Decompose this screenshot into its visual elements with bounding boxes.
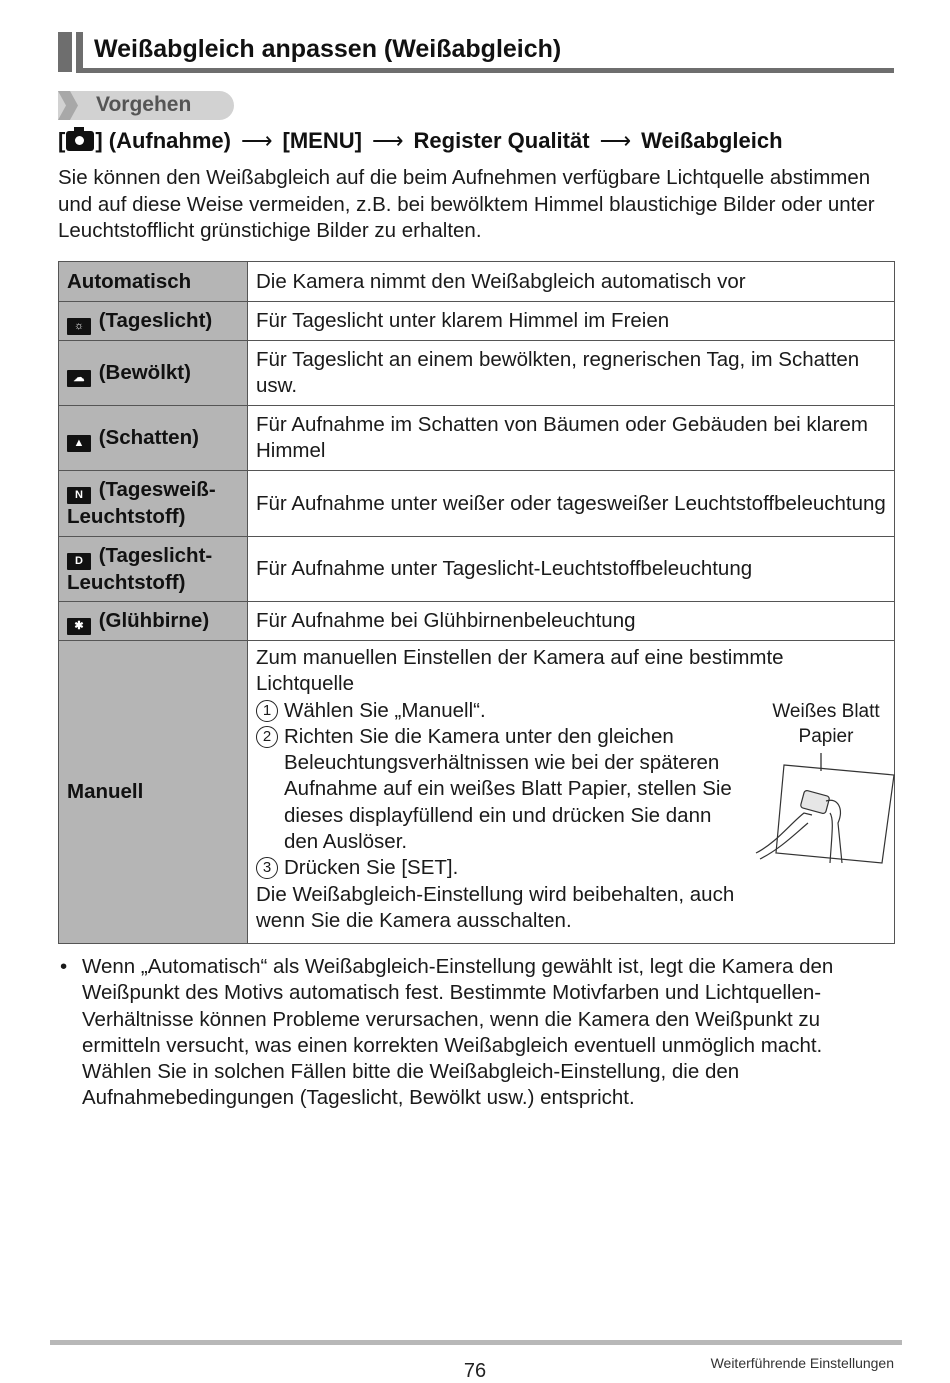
figure-label: Weißes Blatt Papier <box>772 701 880 747</box>
step-number: 1 <box>256 700 278 722</box>
row-key <box>59 602 248 641</box>
white-paper-illustration <box>746 753 896 865</box>
row-key: Automatisch <box>59 262 248 302</box>
row-value: Für Aufnahme bei Glühbirnenbeleuchtung <box>248 602 895 641</box>
manual-step <box>256 698 736 724</box>
path-register: Register Qualität <box>413 128 590 153</box>
badge-arrow-icon <box>58 91 78 120</box>
manual-outro: Die Weißabgleich-Einstellung wird beibehalten, auch wenn Sie die Kamera ausschalten. <box>256 882 735 932</box>
row-key <box>59 471 248 537</box>
table-row <box>59 262 895 302</box>
fluorescent-d-icon: D <box>67 553 91 570</box>
row-value: Für Tageslicht unter klarem Himmel im Freien <box>248 302 895 341</box>
bullet-dot: • <box>60 955 68 978</box>
daylight-icon: ☼ <box>67 318 91 335</box>
row-value: Für Tageslicht an einem bewölkten, regnerischen Tag, im Schatten usw. <box>248 341 895 406</box>
cloudy-icon: ☁ <box>67 370 91 387</box>
manual-intro: Zum manuellen Einstellen der Kamera auf eine bestimmte Lichtquelle <box>256 646 784 696</box>
row-value: Die Kamera nimmt den Weißabgleich automatisch vor <box>248 262 895 302</box>
path-aufnahme: ] (Aufnahme) <box>95 128 231 153</box>
manual-text <box>256 645 784 934</box>
row-key <box>59 537 248 602</box>
fluorescent-n-icon: N <box>67 487 91 504</box>
table-row <box>59 602 895 641</box>
camera-icon <box>66 131 94 151</box>
arrow-right-icon: ⟶ <box>371 128 404 153</box>
arrow-right-icon: ⟶ <box>599 128 632 153</box>
row-key-label: (Bewölkt) <box>93 360 191 384</box>
section-title-bar <box>58 32 894 74</box>
step-text: Richten Sie die Kamera unter den gleichen Beleuchtungsverhältnissen wie bei der späteren Aufnahme auf ein weißes Blatt Papier, stellen Sie dieses displayfüllend ein und drücken Sie dann den Auslöser. <box>284 724 732 854</box>
menu-path <box>58 128 783 154</box>
row-key: Manuell <box>59 641 248 944</box>
table-row <box>59 471 895 537</box>
vorgehen-badge <box>58 91 234 120</box>
path-bracket-open: [ <box>58 128 66 153</box>
path-end: Weißabgleich <box>641 128 783 153</box>
path-menu: [MENU] <box>282 128 362 153</box>
row-value: Für Aufnahme im Schatten von Bäumen oder Gebäuden bei klarem Himmel <box>248 406 895 471</box>
bulb-icon: ✱ <box>67 618 91 635</box>
row-key-label: (Glühbirne) <box>93 608 210 632</box>
manual-step <box>256 724 736 855</box>
footer-section: Weiterführende Einstellungen <box>710 1355 894 1371</box>
table-row <box>59 302 895 341</box>
table-row <box>59 406 895 471</box>
row-key-label: (Tageslicht) <box>93 308 213 332</box>
table-row <box>59 537 895 602</box>
note-text: Wenn „Automatisch“ als Weißabgleich-Einstellung gewählt ist, legt die Kamera den Weißpunkt des Motivs automatisch fest. Bestimmte Motivfarben und Lichtquellen-Verhältnisse können Probleme verursachen, wenn die Kamera den Weißpunkt zu ermitteln versucht, was einen korrekten Weißabgleich eventuell unmöglich macht. Wählen Sie in solchen Fällen bitte die Weißabgleich-Einstellung, die den Aufnahmebedingungen (Tageslicht, Bewölkt usw.) entspricht. <box>82 955 834 1110</box>
title-underline <box>76 68 894 73</box>
title-marker-thin <box>76 32 83 72</box>
page-title: Weißabgleich anpassen (Weißabgleich) <box>94 35 562 63</box>
row-key <box>59 406 248 471</box>
manual-content <box>256 641 886 943</box>
vorgehen-label: Vorgehen <box>96 93 192 116</box>
page-number: 76 <box>463 1360 487 1382</box>
manual-step <box>256 855 736 881</box>
note-bullet <box>58 954 894 1112</box>
shade-icon: ▲ <box>67 435 91 452</box>
table-row <box>59 341 895 406</box>
step-number: 2 <box>256 726 278 748</box>
row-value: Für Aufnahme unter weißer oder tagesweißer Leuchtstoffbeleuchtung <box>248 471 895 537</box>
row-key-label: (Schatten) <box>93 425 199 449</box>
title-marker <box>58 32 72 72</box>
row-value: Für Aufnahme unter Tageslicht-Leuchtstoffbeleuchtung <box>248 537 895 602</box>
footer-rule <box>50 1340 902 1345</box>
white-balance-table <box>58 261 895 944</box>
row-value-manual <box>248 641 895 944</box>
step-text: Wählen Sie „Manuell“. <box>284 698 486 722</box>
row-key-label: (Tageslicht-Leuchtstoff) <box>67 543 213 594</box>
row-key-label: (Tagesweiß-Leuchtstoff) <box>67 478 216 528</box>
row-key <box>59 302 248 341</box>
step-number: 3 <box>256 857 278 879</box>
intro-paragraph: Sie können den Weißabgleich auf die beim Aufnehmen verfügbare Lichtquelle abstimmen und auf diese Weise vermeiden, z.B. bei bewölktem Himmel blaustichige Bilder oder unter Leuchtstofflicht grünstichige Bilder zu erhalten. <box>58 166 875 242</box>
table-row-manual <box>59 641 895 944</box>
arrow-right-icon: ⟶ <box>240 128 273 153</box>
row-key <box>59 341 248 406</box>
step-text: Drücken Sie [SET]. <box>284 856 459 880</box>
